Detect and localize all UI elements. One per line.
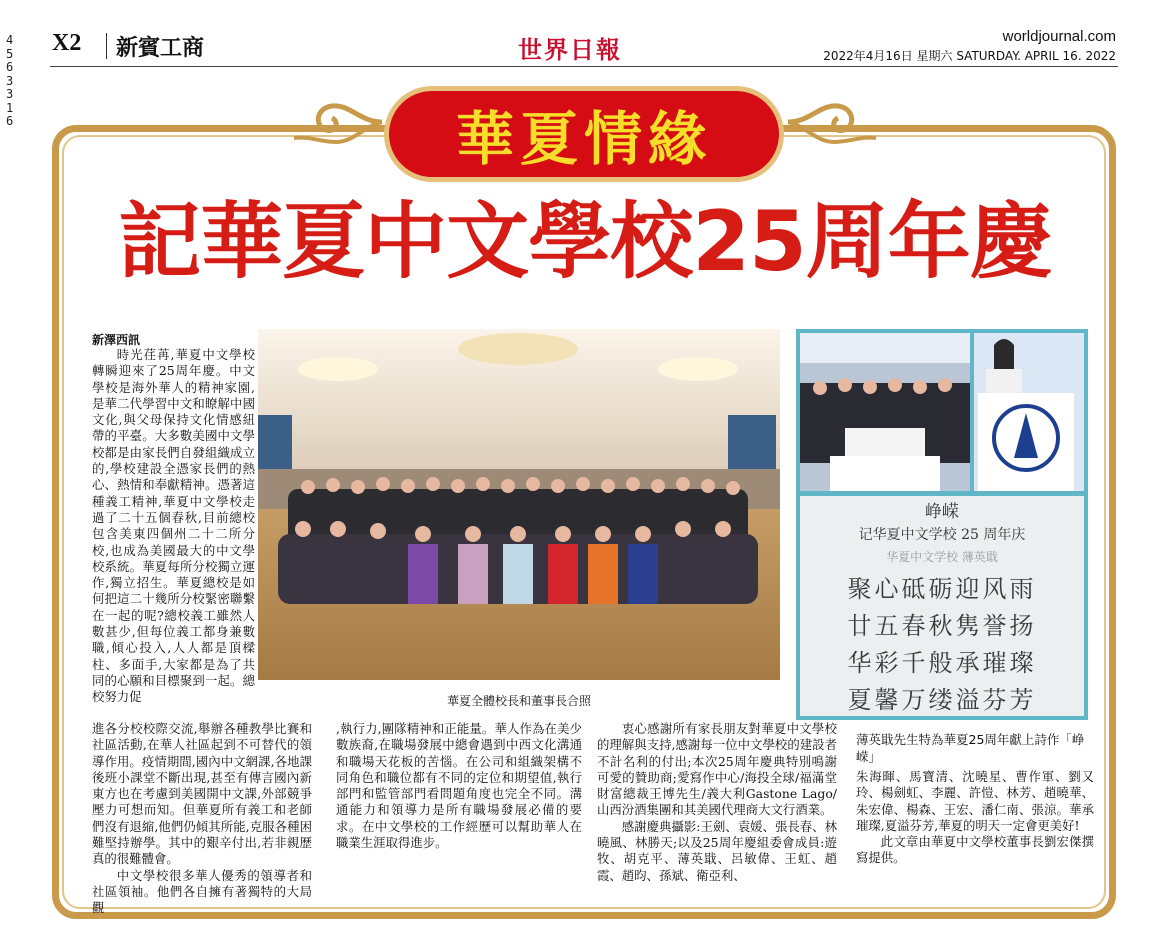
group-photo [258,329,780,680]
website-url: worldjournal.com [1002,28,1116,45]
poem-line: 廿五春秋隽誉扬 [847,612,1037,640]
poem-line: 华彩千般承璀璨 [847,649,1037,677]
banner-text: 華夏情緣 [455,105,712,173]
poem-line: 聚心砥砺迎风雨 [847,575,1037,603]
paragraph: 中文學校很多華人優秀的領導者和社區領袖。他們各自擁有著獨特的大局觀 [92,867,312,916]
photo-caption: 華夏全體校長和董事長合照 [446,694,591,708]
cake-photo-illustration [800,333,970,491]
paragraph: 朱海暉、馬寶清、沈曉星、曹作軍、劉又玲、楊劍虹、李麗、許愷、林芳、趙曉華、朱宏偉、楊森、王宏、潘仁南、張涼。華承璀璨,夏溢芬芳,華夏的明天一定會更美好! [856,769,1094,833]
poem-subtitle: 记华夏中文学校 25 周年庆 [858,527,1026,543]
poem-caption: 薄英戢先生特為華夏25周年獻上詩作「峥嵘」 [856,732,1085,764]
poem-title: 峥嵘 [925,502,959,522]
section-title: 新賓工商 [116,35,205,61]
article-column-3 [597,721,837,884]
paragraph: 時光荏苒,華夏中文學校轉瞬迎來了25周年慶。中文學校是海外華人的精神家園,是華二代學習中文和瞭解中國文化,與父母保持文化情感紐帶的平臺。大多數美國中文學校都是由家長們自發組織成立的,學校建設全憑家長們的熱心、熱情和奉獻精神。憑著這種義工精神,華夏中文學校走過了二十五個春秋,目前總校包含美東四個州二十二所分校,也成為美國最大的中文學校系統。華夏每所分校獨立運作,獨立招生。華夏總校是如何把這二十幾所分校緊密聯繫在一起的呢?總校義工雖然人數甚少,但每位義工都身兼數職,傾心投入,人人都是頂樑柱、多面手,大家都是為了共同的心願和目標聚到一起。總校努力促 [92,347,255,705]
cake-cutting-photo [800,333,970,491]
left-scroll-ornament [290,92,386,152]
paragraph: 感謝慶典攝影:王劍、袁媛、張長春、林曉風、林勝天;以及25周年慶組委會成員:遊牧、胡克平、薄英戢、呂敏偉、王虹、趙霞、趙昀、孫斌、衛亞利、 [597,818,837,883]
paragraph: 進各分校校際交流,舉辦各種教學比賽和社區活動,在華人社區起到不可替代的領導作用。疫情期間,國內中文網課,各地課後班小課堂不斷出現,甚至有傳言國內新東方也在考慮到美國開中文課,外部競爭壓力可想而知。但華夏所有義工和老師們沒有退縮,他們仍傾其所能,克服各種困難堅持辦學。其中的艱辛付出,若非親歷真的很難體會。 [92,721,312,867]
header-rule [50,66,1118,67]
headline: 記華夏中文學校25周年慶 [118,193,1052,290]
article-column-4 [856,769,1094,867]
speaker-photo-illustration [974,333,1084,491]
newspaper-logo: 世界日報 [518,35,622,64]
poem-line: 夏馨万缕溢芬芳 [847,686,1037,714]
dateline: 2022年4月16日 星期六 SATURDAY. APRIL 16. 2022 [823,49,1116,63]
article-column-1a [92,347,255,706]
side-number: 4563316 [6,33,14,128]
paragraph: ,執行力,團隊精神和正能量。華人作為在美少數族裔,在職場發展中總會遇到中西文化溝通和職場天花板的苦惱。在公司和組織架構不同角色和職位都有不同的定位和期望值,執行部門和監管部門看問題角度也完全不同。溝通能力和領導力是所有職場發展必備的要求。在中文學校的工作經歷可以幫助華人在職業生涯取得進步。 [336,721,582,851]
speaker-photo [974,333,1084,491]
page-number: X2 [52,30,82,56]
header-divider [106,33,107,59]
article-column-2 [336,721,582,851]
article-column-1b [92,721,312,917]
paragraph: 衷心感謝所有家長朋友對華夏中文學校的理解與支持,感謝每一位中文學校的建設者不計名利的付出;本次25周年慶典特別鳴謝可愛的贊助商;愛寫作中心/海投全球/福滿堂財富總裁王博先生/義大利Gastone Lago/山西汾酒集團和其美國代理商大文行酒業。 [597,721,837,818]
banner [384,86,784,182]
poem-author: 华夏中文学校 薄英戢 [886,550,998,564]
right-scroll-ornament [784,92,880,152]
paragraph: 此文章由華夏中文學校董事長劉宏傑撰寫提供。 [856,834,1094,866]
dateline-source: 新澤西訊 [92,333,141,347]
group-photo-illustration [258,329,780,680]
